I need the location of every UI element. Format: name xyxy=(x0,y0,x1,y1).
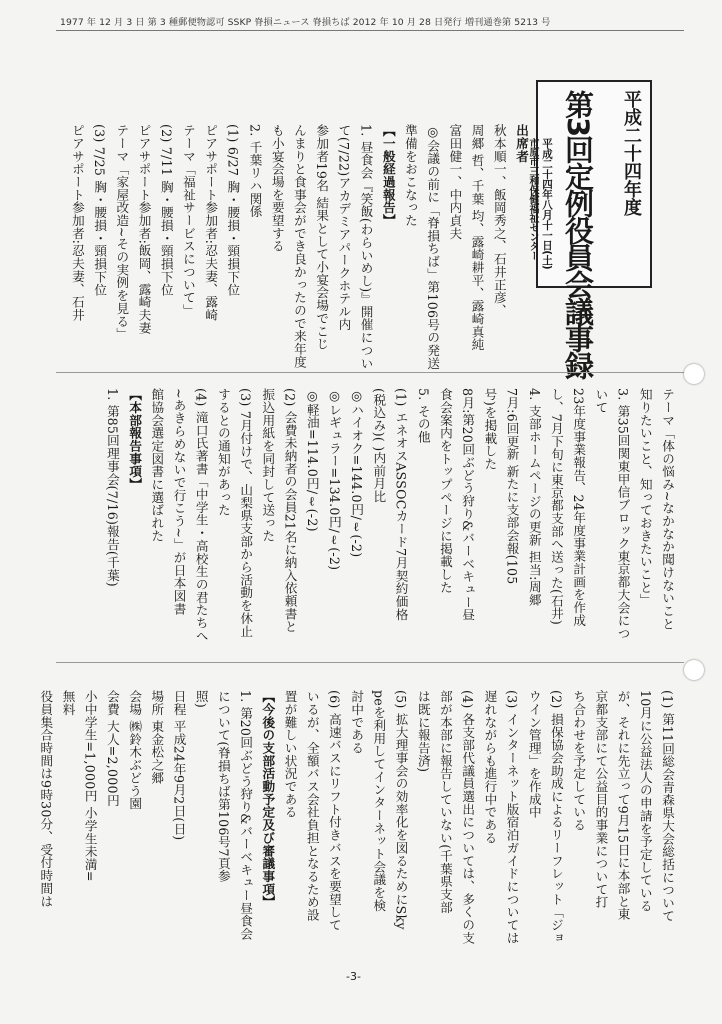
text-line: するとの通知があった xyxy=(215,388,231,517)
section-divider xyxy=(56,372,684,373)
text-line: (1) 第11回総会青森県大会総括について xyxy=(660,690,675,923)
text-line: 準備をおこなった xyxy=(402,124,418,227)
text-line: し、7月下旬に東京都支部へ送った(石井) xyxy=(548,388,564,626)
text-line: (6) 高速バスにリフト付きバスを要望して xyxy=(326,690,342,932)
text-line: 【一般経過報告】 xyxy=(380,124,396,227)
text-line: (3) 7/25 胸・腰損・頸損下位 xyxy=(92,124,108,297)
text-line: 【今後の支部活動予定及び審議事項】 xyxy=(260,690,276,909)
text-line: 4. 支部ホームページの更新 担当:周郷 xyxy=(526,388,542,607)
text-line: ウイン管理」を作成中 xyxy=(526,690,542,819)
newspaper-header: 1977 年 12 月 3 日 第 3 種郵便物認可 SSKP 脊損ニュース 脊損ちば 2012 年 10 月 28 日発行 増刊通巻第 5213 号 xyxy=(60,17,551,28)
text-line: 役員集合時間は9時30分、受付時間は xyxy=(38,690,54,908)
page-number: -3- xyxy=(346,970,361,983)
text-line: テーマ「体の悩み~なかなか聞けないこと xyxy=(660,388,675,631)
text-line: ◎軽油=114.0円/ℓ(-2) xyxy=(304,388,320,532)
text-line: 日程 平成24年9月2日(日) xyxy=(171,690,187,841)
text-line: 3. 第35回関東甲信ブロック東京都大会につ xyxy=(615,388,631,640)
title-box xyxy=(527,80,652,379)
text-line: 23年度事業報告、24年度事業計画を作成 xyxy=(571,388,587,627)
text-line: (1) エネオスASSOCカード7月契約価格 xyxy=(393,388,409,621)
text-line: が、それに先立って9月15日に本部と東 xyxy=(615,690,631,921)
binder-hole xyxy=(684,364,704,384)
text-line: 1. 昼食会『笑飯(わらいめし)』開催につい xyxy=(358,124,374,370)
text-line: 振込用紙を同封して送った xyxy=(260,388,276,543)
text-line: 京都支部にて公益目的事業について打 xyxy=(593,690,609,909)
text-line: 出席者 xyxy=(514,124,529,163)
text-line: いるが、全額バス会社負担となるため設 xyxy=(304,690,320,922)
text-line: 置が難しい状況である xyxy=(282,690,298,819)
text-line: (3) 7月付けで、山梨県支部から活動を休止 xyxy=(238,388,254,638)
text-line: 知りたいこと、知っておきたいこと」 xyxy=(637,388,653,607)
text-line: (2) 会費未納者の会員21名に納入依頼書と xyxy=(282,388,298,633)
text-line: 小中学生=1,000円 小学生未満= xyxy=(82,690,98,882)
text-line: (5) 拡大理事会の効率化を図るためにSky xyxy=(393,690,409,930)
text-line: ◎会議の前に「脊損ちば」第106号の発送 xyxy=(425,124,441,370)
text-line: (3) インターネット版宿泊ガイドについては xyxy=(504,690,520,945)
text-line: ち合わせを予定している xyxy=(571,690,587,832)
text-line: (2) 7/11 胸・腰損・頸損下位 xyxy=(158,124,174,297)
text-line: んまりと食事会ができ良かったので来年度 xyxy=(291,124,307,369)
text-line: 5. その他 xyxy=(415,388,431,444)
text-line: 8月:第20回ぶどう狩り&バーベキュー昼 xyxy=(460,388,476,622)
article-section-bottom xyxy=(34,690,678,958)
text-line: 10月に公益法人の申請を予定している xyxy=(637,690,653,913)
text-line: (1) 6/27 胸・腰損・頸損下位 xyxy=(225,124,241,297)
text-line: て(7/22)アカデミアパークホテル内 xyxy=(336,124,352,331)
text-line: (4) 各支部代議員選出については、多くの支 xyxy=(460,690,476,945)
text-line: 秋本順一、飯岡秀之、石井正彦、 xyxy=(491,124,507,317)
text-line: テーマ「福祉サービスについて」 xyxy=(180,124,196,317)
text-line: 2. 千葉リハ関係 xyxy=(247,124,263,218)
text-line: 1. 第85回理事会(7/16)報告(千葉) xyxy=(104,388,120,587)
text-line: 会場 ㈱鈴木ぶどう園 xyxy=(127,690,143,810)
text-line: (4) 滝口氏著書「中学生・高校生の君たちへ xyxy=(193,388,209,643)
text-line: (税込み)( )内前月比 xyxy=(371,388,387,503)
text-line: 1. 第20回ぶどう狩り&バーベキュー昼食会 xyxy=(238,690,254,941)
text-line: も小宴会場を要望する xyxy=(269,124,285,253)
text-line: ピアサポート参加者:飯岡、露崎夫妻 xyxy=(136,124,152,335)
text-line: 無料 xyxy=(60,690,76,716)
text-line: テーマ「家屋改造~その実例を見る」 xyxy=(114,124,130,341)
text-line: 場所 東金松之郷 xyxy=(149,690,165,785)
text-line: (2) 損保協会助成によるリーフレット「ジョ xyxy=(548,690,564,945)
meeting-place: 市原市三和保健福祉センター xyxy=(527,138,538,261)
text-line: ◎ハイオク=144.0円/ℓ(-2) xyxy=(349,388,365,558)
text-line: ピアサポート参加者:忍夫妻、石井 xyxy=(69,124,85,322)
article-section-middle xyxy=(101,388,678,644)
page-title: 第3回定例役員会議事録 xyxy=(561,90,595,379)
text-line: 参加者19名 結果として小宴会場でこじ xyxy=(314,124,330,351)
article-section-top xyxy=(66,124,532,370)
text-line: 号)を掲載した xyxy=(482,388,498,471)
text-line: 周郷 哲、千葉 均、露崎耕平、露崎真純 xyxy=(469,124,485,351)
text-line: 館協会選定図書に選ばれた xyxy=(149,388,165,543)
text-line: は既に報告済) xyxy=(415,690,431,773)
text-line: について(脊損ちば第106号7頁参 xyxy=(215,690,231,883)
text-line: ◎レギュラー=134.0円/ℓ(-2) xyxy=(326,388,342,571)
title-year: 平成二十四年度 xyxy=(621,90,642,216)
binder-hole xyxy=(684,660,704,680)
text-line: 会費 大人=2,000円 xyxy=(104,690,120,807)
meeting-date: 平成二十四年八月十一日(土) xyxy=(541,138,553,270)
text-line: 部が本部に報告していない(千葉県支部 xyxy=(437,690,453,914)
text-line: peを利用してインターネット会議を検 xyxy=(371,690,387,912)
header-rule xyxy=(56,30,684,31)
text-line: ~あきらめないで行こう~」が日本図書 xyxy=(171,388,187,616)
text-line: 食会案内をトップページに掲載した xyxy=(437,388,453,594)
text-line: 富田健一、中内貞夫 xyxy=(447,124,463,240)
text-line: 【本部報告事項】 xyxy=(127,388,143,491)
section-divider xyxy=(56,662,684,663)
text-line: いて xyxy=(593,388,609,414)
text-line: ピアサポート参加者:忍夫妻、露崎 xyxy=(203,124,219,322)
text-line: 照) xyxy=(193,690,209,709)
text-line: 遅れながらも進行中である xyxy=(482,690,498,845)
text-line: 討中である xyxy=(349,690,365,755)
text-line: 7月:6回更新 新たに支部会報(105 xyxy=(504,388,520,585)
